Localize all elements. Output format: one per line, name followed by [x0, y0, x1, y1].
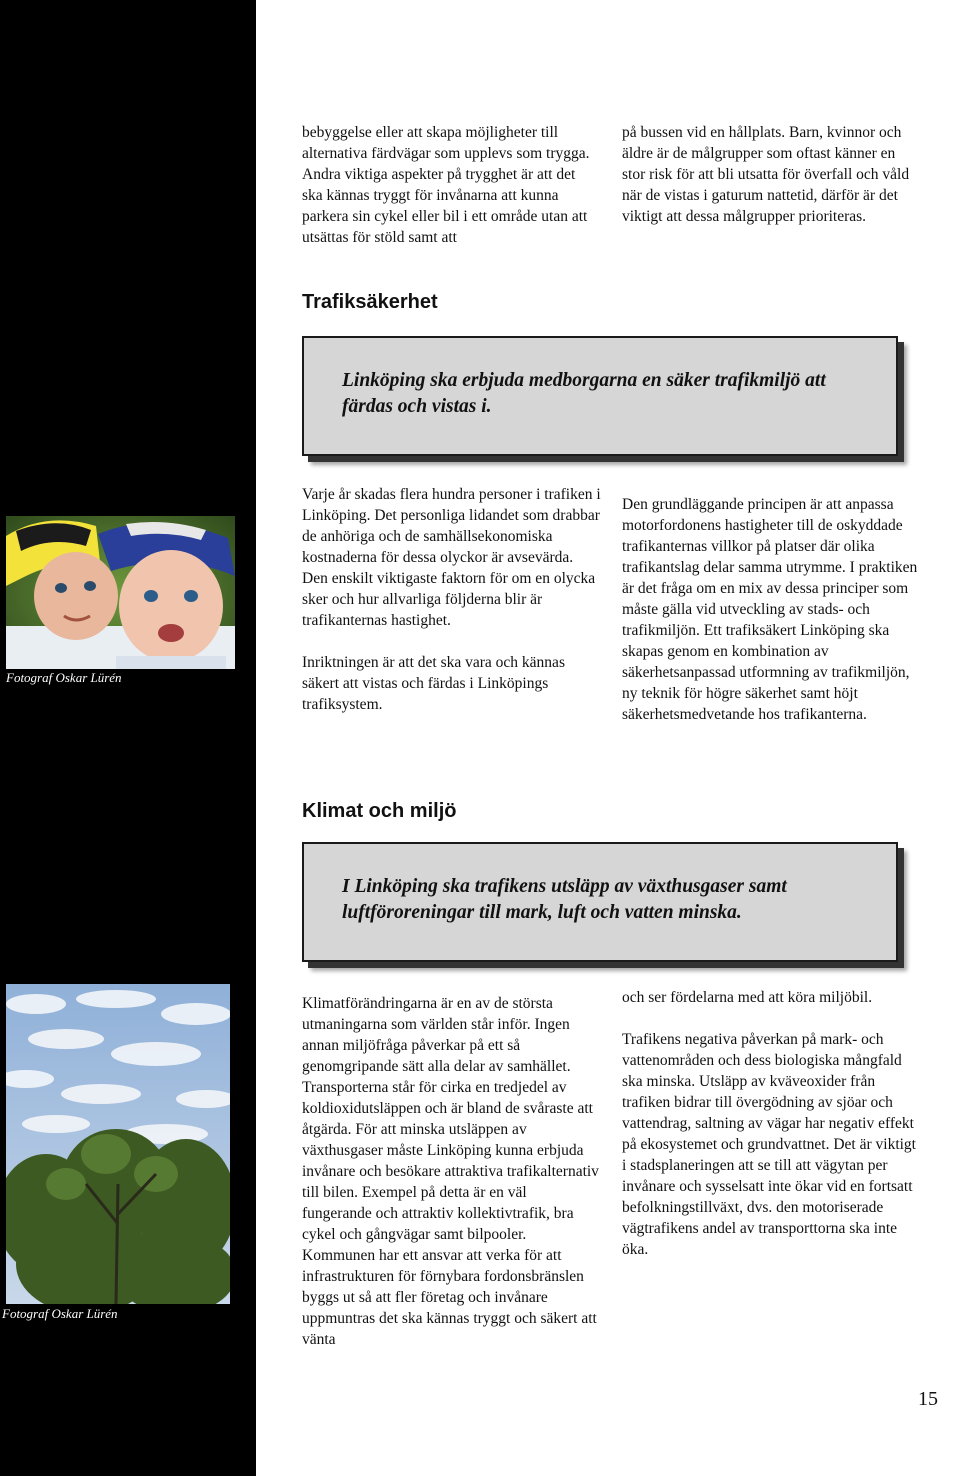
children-helmets-photo — [6, 516, 235, 669]
traffic-goal-text: Linköping ska erbjuda medborgarna en säker trafikmiljö att färdas och vistas i. — [342, 370, 826, 417]
climate-photo-caption: Fotograf Oskar Lürén — [2, 1306, 118, 1321]
traffic-left-column — [302, 484, 602, 715]
intro-left-text: bebyggelse eller att skapa möjligheter till alternativa färdvägar som upplevs som trygga. Andra viktiga aspekter på trygghet är att det ska kännas tryggt för invånarna att kunna parkera sin cykel eller bil i ett område utan att utsättas för stöld samt att — [302, 124, 590, 246]
climate-heading: Klimat och miljö — [302, 800, 457, 822]
climate-right-paragraph-1: och ser fördelarna med att köra miljöbil. — [622, 989, 873, 1006]
traffic-left-paragraph-2: Inriktningen är att det ska vara och kännas säkert att vistas och färdas i Linköpings trafiksystem. — [302, 654, 565, 713]
intro-right-column — [622, 122, 922, 227]
sky-trees-photo — [6, 984, 230, 1304]
intro-left-column — [302, 122, 594, 248]
climate-left-text: Klimatförändringarna är en av de största utmaningarna som världen står inför. Ingen annan miljöfråga påverkar på ett så genomgripande sätt alla delar av samhället. Transporterna står för cirka en tredjedel av koldioxidutsläppen och är bland de svåraste att åtgärda. För att minska utsläppen av växthusgaser måste Linköping kunna erbjuda invånare och besökare attraktiva trafikalternativ till bilen. Exempel på detta är en väl fungerande och attraktiv kollektivtrafik, bra cykel och gångvägar samt bilpooler. Kommunen har ett ansvar att verka för att infrastrukturen för förnybara fordonsbränslen byggs ut så att fler företag och invånare uppmuntras det ska kännas tryggt och säkert att vänta — [302, 995, 599, 1348]
climate-goal-text: I Linköping ska trafikens utsläpp av växthusgaser samt luftföroreningar till mark, luft och vatten minska. — [342, 876, 787, 923]
intro-right-text: på bussen vid en hållplats. Barn, kvinnor och äldre är de målgrupper som oftast känner en stor risk för att bli utsatta för överfall och våld när de vistas i gaturum nattetid, därför är det viktigt att dessa målgrupper prioriteras. — [622, 124, 910, 225]
traffic-heading: Trafiksäkerhet — [302, 291, 438, 313]
traffic-goal-box — [302, 336, 898, 456]
traffic-photo-caption: Fotograf Oskar Lürén — [6, 670, 122, 685]
traffic-right-text: Den grundläggande principen är att anpassa motorfordonens hastigheter till de oskyddade trafikanternas villkor på platser där olika trafikantslag delar samma utrymme. I praktiken är det fråga om en mix av dessa principer som måste gälla vid utveckling av stads- och trafikmiljön. Ett trafiksäkert Linköping ska skapas genom en kombination av säkerhetsanpassad utformning av trafikmiljön, ny teknik för högre säkerhet samt höjt säkerhetsmedvetande hos trafikanterna. — [622, 496, 918, 723]
traffic-left-paragraph-1: Varje år skadas flera hundra personer i trafiken i Linköping. Det personliga lidandet som drabbar de anhöriga och de samhällsekonomiska kostnaderna för dessa olyckor är avsevärda. Den enskilt viktigaste faktorn för om en olycka sker och hur allvarliga följderna blir är trafikanternas hastighet. — [302, 486, 601, 629]
climate-right-column — [622, 987, 924, 1260]
climate-right-paragraph-2: Trafikens negativa påverkan på mark- och vattenområden och dess biologiska mångfald ska minska. Utsläpp av kväveoxider från trafiken bidrar till övergödning av sjöar och vattendrag, saltning av vägar har negativ effekt på ekosystemet och grundvattnet. Det är viktigt i stadsplaneringen att se till att vägytan per invånare och sysselsatt inte ökar vid en fortsatt befolkningstillväxt, dvs. den motoriserade vägtrafikens andel av transporttorna ska inte öka. — [622, 1031, 916, 1258]
traffic-right-column — [622, 494, 924, 725]
climate-goal-box — [302, 842, 898, 962]
page-number: 15 — [918, 1388, 938, 1410]
climate-left-column — [302, 993, 600, 1350]
